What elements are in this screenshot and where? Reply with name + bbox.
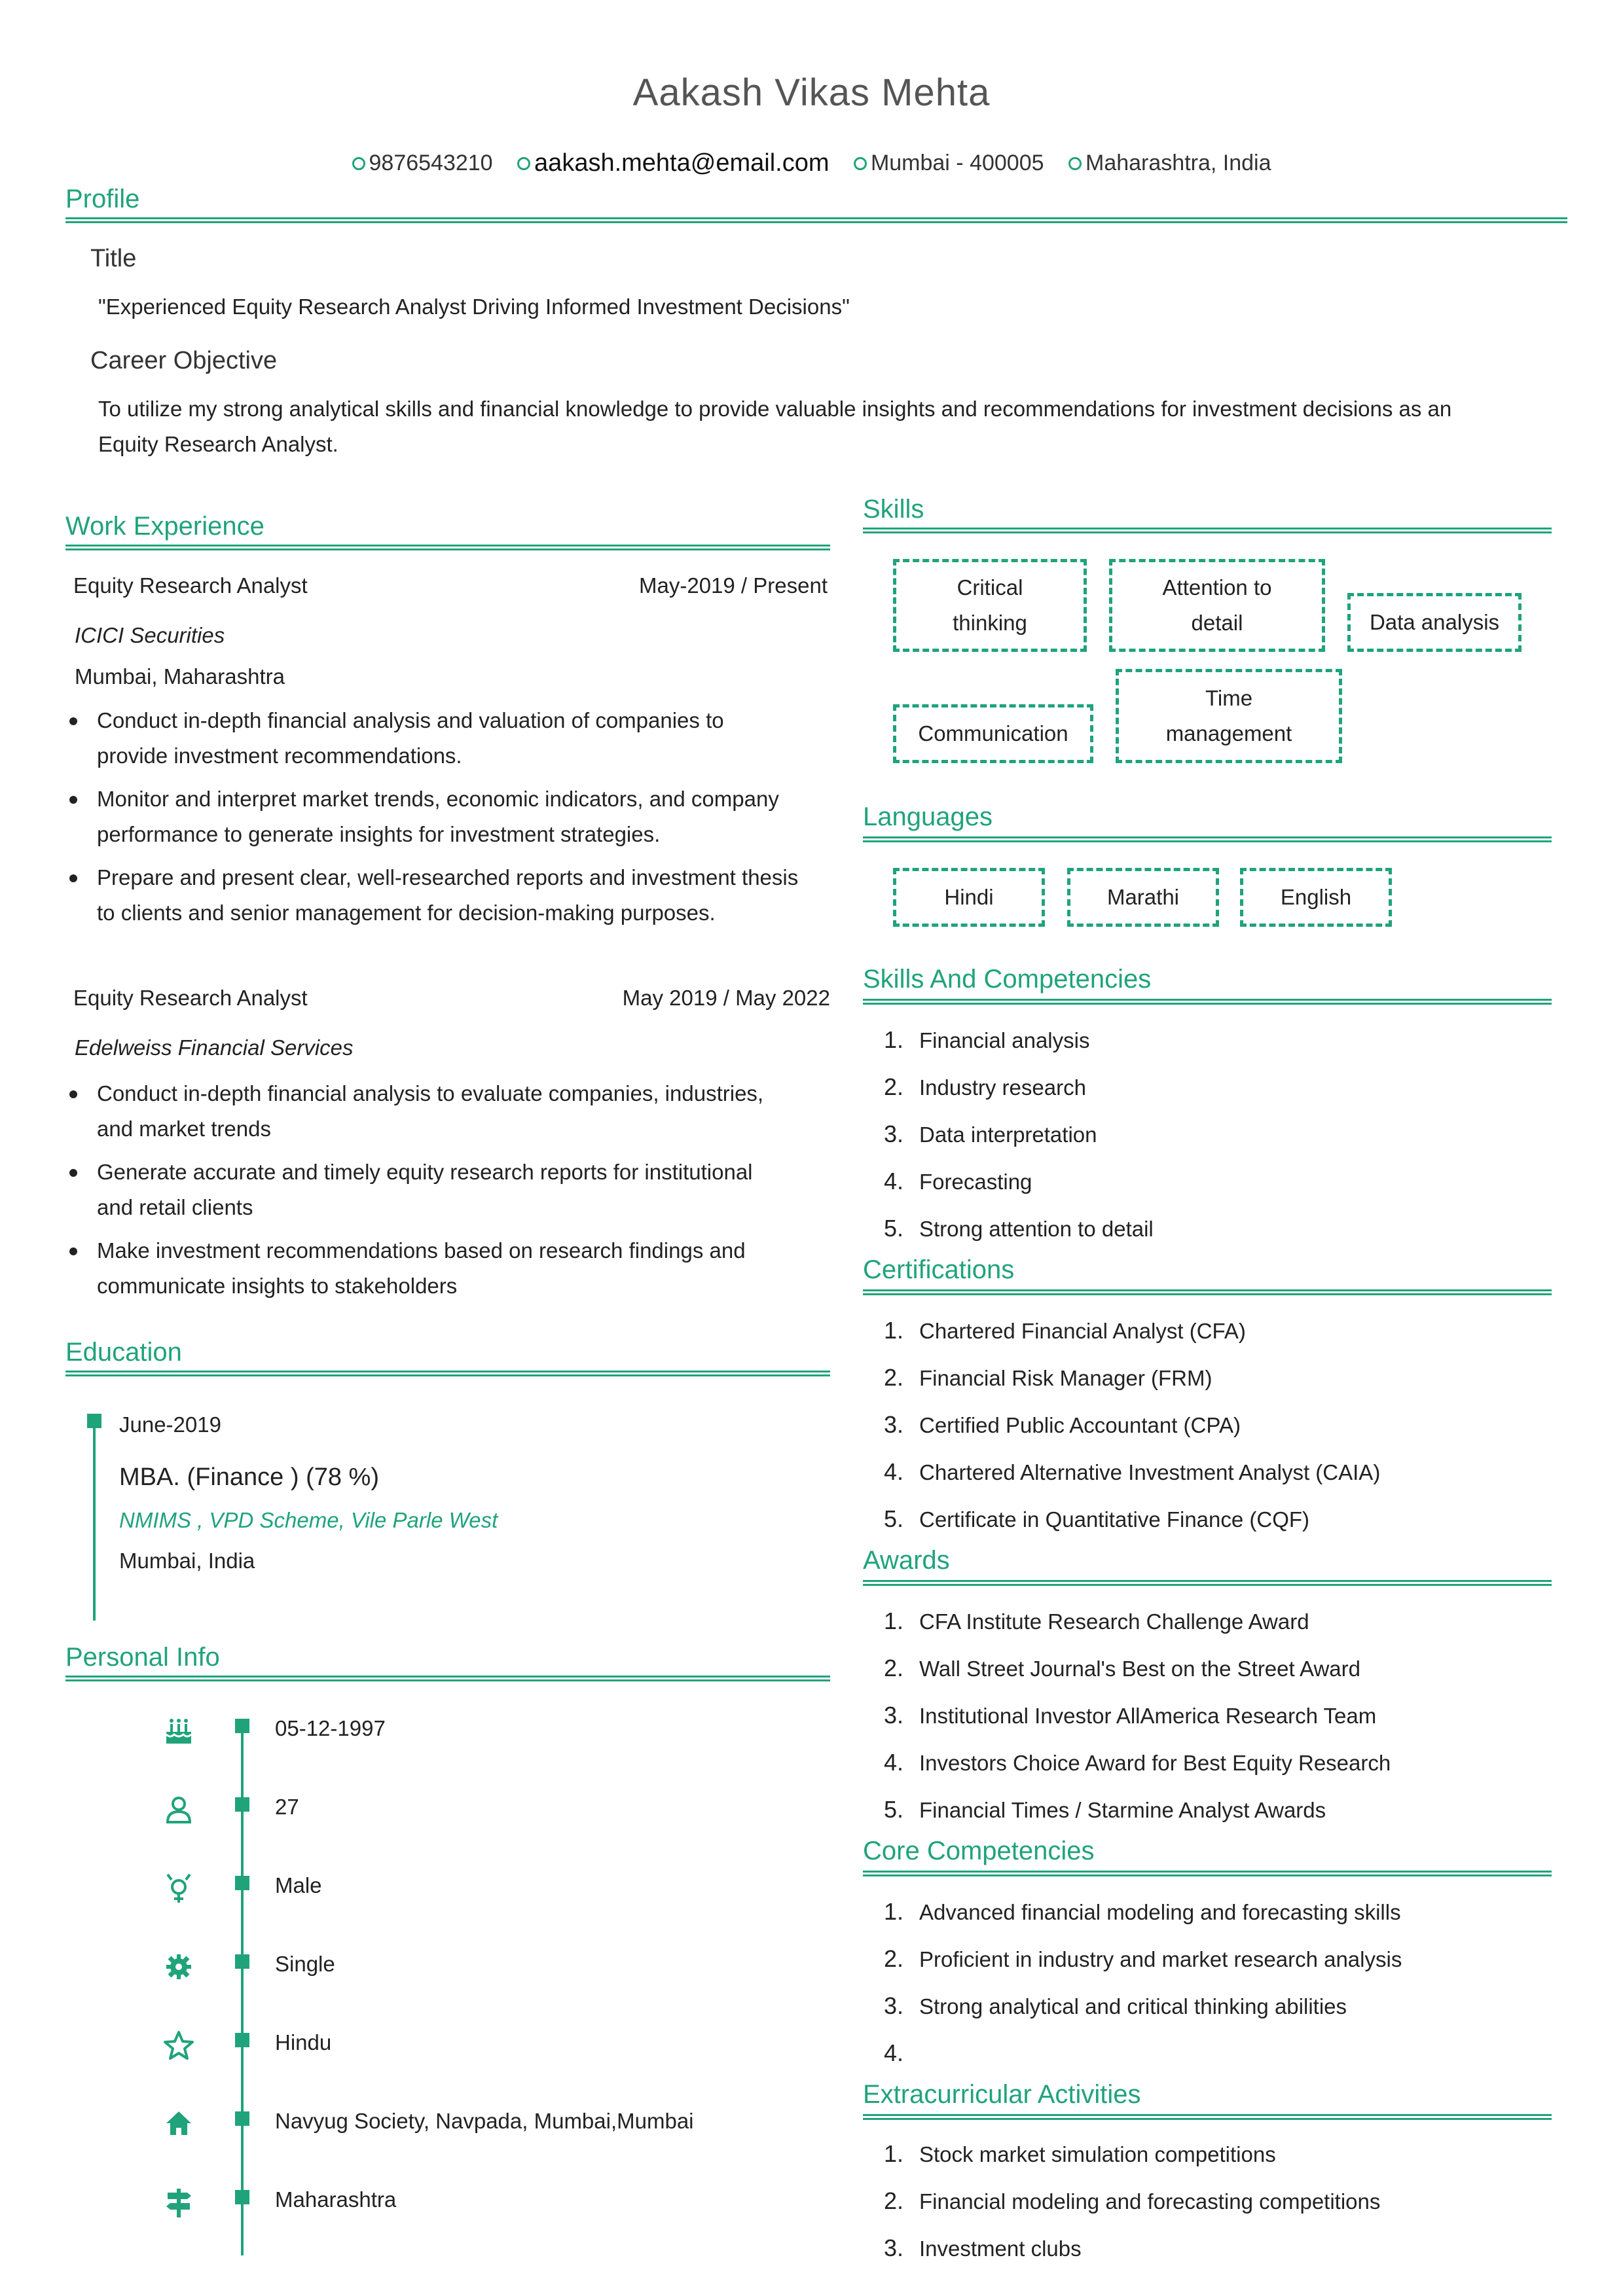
skills-competencies-divider (863, 999, 1552, 1005)
circle-icon (352, 157, 365, 170)
awards-divider (863, 1580, 1552, 1586)
personal-divider (65, 1676, 830, 1681)
objective-line-2: Equity Research Analyst. (98, 432, 338, 456)
extracurricular-divider (863, 2114, 1552, 2120)
job-2-company: Edelweiss Financial Services (75, 1035, 354, 1060)
skill-tag: Data analysis (1347, 593, 1522, 652)
timeline-node (235, 1954, 249, 1969)
job-1-company: ICICI Securities (75, 623, 225, 647)
core-competencies-heading: Core Competencies (863, 1837, 1095, 1865)
personal-age: 27 (275, 1795, 299, 1819)
languages-divider (863, 836, 1552, 842)
job-1-location: Mumbai, Maharashtra (75, 664, 285, 689)
gender-icon (162, 1872, 195, 1905)
timeline-node (235, 2033, 249, 2047)
skills-divider (863, 528, 1552, 533)
profile-divider (65, 217, 1567, 223)
timeline-node (235, 1719, 249, 1733)
job-1-bullet: Monitor and interpret market trends, economic indicators, and company performance to generate insights for investment strategies. (69, 781, 779, 852)
list-item: 1. Chartered Financial Analyst (CFA) (884, 1317, 1246, 1344)
person-icon (162, 1793, 195, 1826)
list-item: 3. Institutional Investor AllAmerica Research Team (884, 1702, 1377, 1729)
contact-bar (0, 149, 1623, 177)
job-1-bullet: Prepare and present clear, well-researched reports and investment thesis to clients and senior management for decision-making purposes. (69, 860, 798, 931)
education-date: June-2019 (119, 1412, 221, 1437)
bullet-icon (69, 1247, 77, 1255)
star-icon (162, 2029, 195, 2062)
certifications-divider (863, 1289, 1552, 1295)
bullet-icon (69, 717, 77, 725)
list-item: 2. Wall Street Journal's Best on the Street Award (884, 1655, 1360, 1681)
education-degree: MBA. (Finance ) (78 %) (119, 1463, 379, 1491)
awards-heading: Awards (863, 1546, 950, 1575)
list-item: 5. Certificate in Quantitative Finance (CQF) (884, 1505, 1310, 1532)
language-tag: Marathi (1067, 868, 1219, 927)
personal-heading: Personal Info (65, 1643, 220, 1672)
timeline-node (235, 1876, 249, 1890)
job-1-role: Equity Research Analyst (73, 573, 308, 598)
timeline-node (87, 1414, 101, 1428)
language-tag: English (1240, 868, 1392, 927)
skill-tag: Attention to detail (1109, 559, 1325, 652)
personal-state: Maharashtra (275, 2187, 397, 2212)
job-1-bullet: Conduct in-depth financial analysis and valuation of companies to provide investment recommendations. (69, 703, 724, 774)
education-heading: Education (65, 1338, 182, 1367)
list-item: 2. Proficient in industry and market research analysis (884, 1945, 1402, 1972)
core-competencies-divider (863, 1871, 1552, 1876)
language-tag: Hindi (893, 868, 1045, 927)
list-item: 1. CFA Institute Research Challenge Award (884, 1607, 1309, 1634)
list-item: 5. Financial Times / Starmine Analyst Awards (884, 1796, 1326, 1823)
list-item: 3. Certified Public Accountant (CPA) (884, 1411, 1241, 1438)
candidate-name: Aakash Vikas Mehta (632, 71, 991, 114)
list-item: 4. Forecasting (884, 1168, 1032, 1194)
birthday-cake-icon (162, 1715, 195, 1748)
education-timeline (93, 1416, 96, 1621)
gear-icon (162, 1950, 195, 1983)
contact-phone: 9876543210 (352, 151, 493, 176)
list-item: 3. Investment clubs (884, 2234, 1082, 2261)
contact-city: Mumbai - 400005 (854, 151, 1044, 176)
circle-icon (854, 157, 867, 170)
bullet-icon (69, 874, 77, 882)
list-item: 3. Data interpretation (884, 1121, 1097, 1147)
education-location: Mumbai, India (119, 1549, 255, 1573)
list-item: 2. Financial modeling and forecasting competitions (884, 2187, 1381, 2214)
timeline-node (235, 2111, 249, 2126)
list-item: 3. Strong analytical and critical thinking abilities (884, 1992, 1347, 2019)
list-item: 1. Financial analysis (884, 1026, 1090, 1053)
extracurricular-heading: Extracurricular Activities (863, 2080, 1141, 2109)
list-item: 2. Industry research (884, 1073, 1086, 1100)
job-2-dates: May 2019 / May 2022 (622, 986, 830, 1010)
list-item: 4. (884, 2039, 904, 2066)
bullet-icon (69, 1090, 77, 1098)
skills-heading: Skills (863, 495, 924, 524)
list-item: 1. Advanced financial modeling and forecasting skills (884, 1898, 1401, 1925)
list-item: 2. Financial Risk Manager (FRM) (884, 1364, 1213, 1391)
personal-marital-status: Single (275, 1952, 335, 1976)
job-2-bullet: Make investment recommendations based on research findings and communicate insights to stakeholders (69, 1233, 746, 1304)
bullet-icon (69, 1169, 77, 1177)
languages-heading: Languages (863, 802, 993, 831)
skill-tag: Time management (1116, 669, 1342, 763)
work-divider (65, 545, 830, 550)
personal-dob: 05-12-1997 (275, 1716, 386, 1740)
job-2-bullet: Conduct in-depth financial analysis to evaluate companies, industries, and market trends (69, 1076, 763, 1147)
skills-competencies-heading: Skills And Competencies (863, 965, 1152, 994)
personal-religion: Hindu (275, 2030, 332, 2054)
job-2-bullet: Generate accurate and timely equity research reports for institutional and retail clients (69, 1155, 753, 1225)
signpost-icon (162, 2186, 195, 2219)
job-2-role: Equity Research Analyst (73, 986, 308, 1010)
list-item: 4. Investors Choice Award for Best Equity Research (884, 1749, 1391, 1776)
timeline-node (235, 1797, 249, 1812)
personal-gender: Male (275, 1873, 322, 1897)
list-item: 1. Stock market simulation competitions (884, 2140, 1276, 2167)
timeline-node (235, 2190, 249, 2204)
education-school: NMIMS , VPD Scheme, Vile Parle West (119, 1508, 498, 1532)
list-item: 5. Strong attention to detail (884, 1215, 1154, 1242)
profile-heading: Profile (65, 185, 140, 213)
circle-icon (517, 157, 530, 170)
work-heading: Work Experience (65, 512, 264, 541)
contact-state: Maharashtra, India (1068, 151, 1271, 176)
skill-tag: Critical thinking (893, 559, 1087, 652)
objective-label: Career Objective (90, 347, 278, 374)
objective-line-1: To utilize my strong analytical skills and financial knowledge to provide valuable insights and recommendations for investment decisions as an (98, 397, 1452, 421)
list-item: 4. Chartered Alternative Investment Analyst (CAIA) (884, 1458, 1381, 1485)
personal-address: Navyug Society, Navpada, Mumbai,Mumbai (275, 2109, 694, 2133)
home-icon (162, 2108, 195, 2140)
contact-email[interactable]: aakash.mehta@email.com (517, 149, 829, 177)
skill-tag: Communication (893, 704, 1093, 763)
title-label: Title (90, 245, 137, 272)
certifications-heading: Certifications (863, 1255, 1015, 1284)
bullet-icon (69, 796, 77, 804)
education-divider (65, 1371, 830, 1376)
circle-icon (1068, 157, 1082, 170)
title-value: "Experienced Equity Research Analyst Driving Informed Investment Decisions" (98, 295, 850, 319)
job-1-dates: May-2019 / Present (639, 573, 828, 598)
